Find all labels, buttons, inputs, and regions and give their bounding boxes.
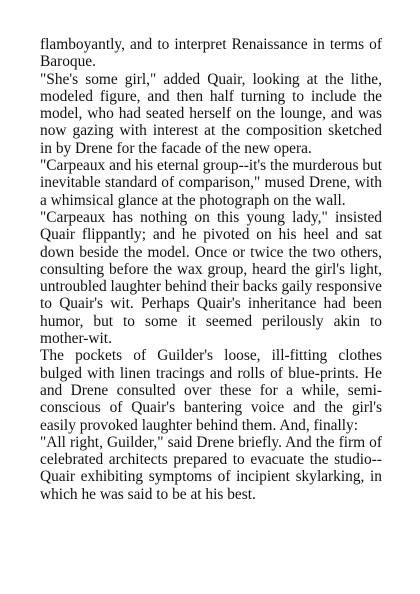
paragraph: The pockets of Guilder's loose, ill-fitting clothes bulged with linen tracings and rolls of blue-prints. He and Drene consulted over these for a while, semi-conscious of Quair's bantering voice and the girl's easily provoked laughter behind them. And, finally: xyxy=(40,347,382,434)
paragraph: "All right, Guilder," said Drene briefly. And the firm of celebrated architects prepared to evacuate the studio--Quair exhibiting symptoms of incipient skylarking, in which he was said to be at his best. xyxy=(40,433,382,503)
paragraph: "Carpeaux and his eternal group--it's the murderous but inevitable standard of comparison," mused Drene, with a whimsical glance at the photograph on the wall. xyxy=(40,157,382,209)
paragraph: "She's some girl," added Quair, looking at the lithe, modeled figure, and then half turning to include the model, who had seated herself on the lounge, and was now gazing with interest at the composition sketched in by Drene for the facade of the new opera. xyxy=(40,70,382,157)
paragraph: flamboyantly, and to interpret Renaissance in terms of Baroque. xyxy=(40,36,382,71)
page-text xyxy=(40,36,382,503)
paragraph: "Carpeaux has nothing on this young lady," insisted Quair flippantly; and he pivoted on his heel and sat down beside the model. Once or twice the two others, consulting before the wax group, heard the girl's light, untroubled laughter behind their backs gaily responsive to Quair's wit. Perhaps Quair's inheritance had been humor, but to some it seemed perilously akin to mother-wit. xyxy=(40,208,382,348)
